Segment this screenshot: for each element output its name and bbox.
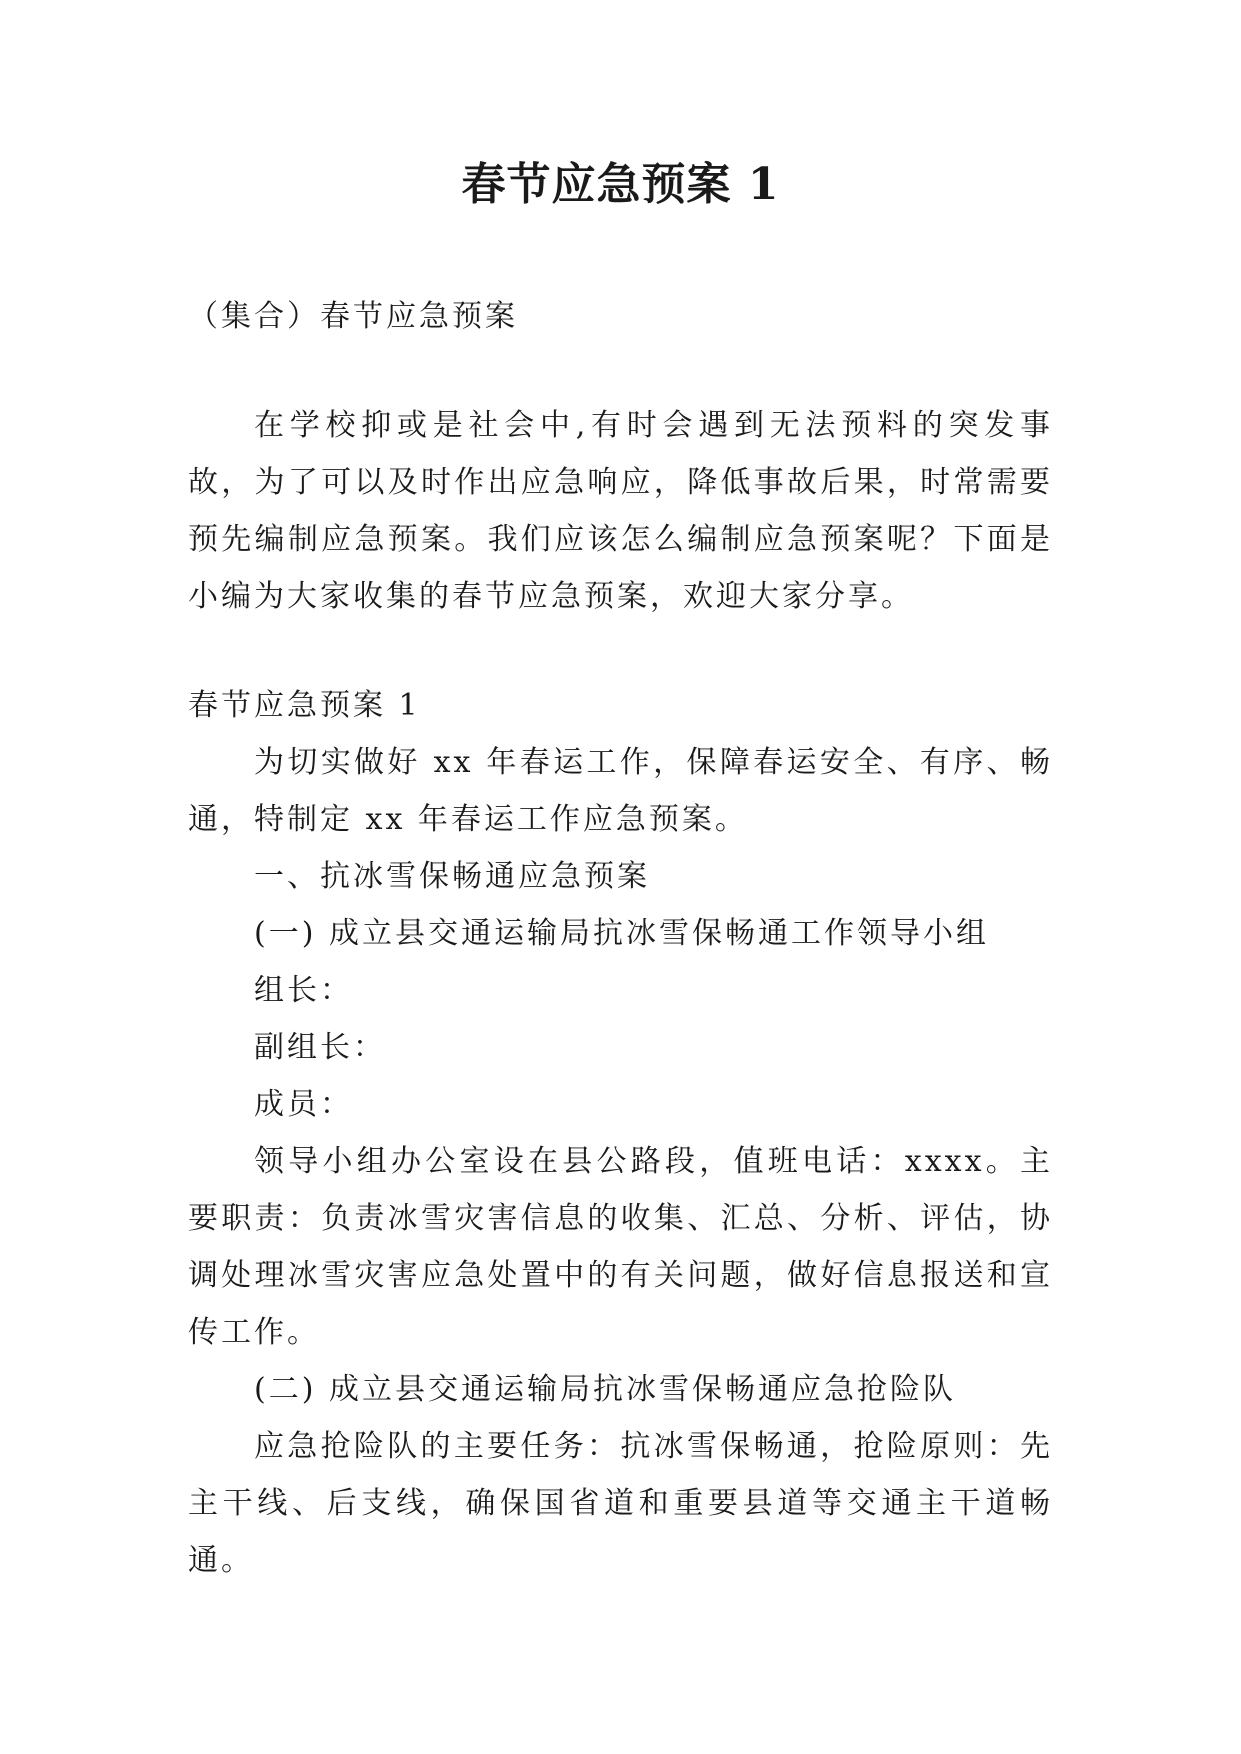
- heading-plan-one: 一、抗冰雪保畅通应急预案: [254, 859, 650, 894]
- paragraph-purpose: 为切实做好 xx 年春运工作，保障春运安全、有序、畅通，特制定 xx 年春运工作应急预案。: [188, 745, 1053, 837]
- document-title: 春节应急预案 1: [461, 159, 780, 210]
- intro-paragraph: 在学校抑或是社会中,有时会遇到无法预料的突发事故，为了可以及时作出应急响应，降低事故后果，时常需要预先编制应急预案。我们应该怎么编制应急预案呢？下面是小编为大家收集的春节应急预案，欢迎大家分享。: [188, 408, 1053, 614]
- field-group-leader: 组长：: [254, 973, 353, 1008]
- field-members: 成员：: [254, 1087, 353, 1122]
- section-heading: 春节应急预案 1: [188, 688, 421, 723]
- heading-rescue-team: (二) 成立县交通运输局抗冰雪保畅通应急抢险队: [254, 1372, 956, 1407]
- heading-leadership-group: (一) 成立县交通运输局抗冰雪保畅通工作领导小组: [254, 916, 989, 951]
- document-subtitle: （集合）春节应急预案: [188, 299, 518, 334]
- paragraph-office-duties: 领导小组办公室设在县公路段，值班电话：xxxx。主要职责：负责冰雪灾害信息的收集、汇总、分析、评估，协调处理冰雪灾害应急处置中的有关问题，做好信息报送和宣传工作。: [188, 1144, 1053, 1350]
- document-body: [188, 288, 1053, 1589]
- paragraph-rescue-tasks: 应急抢险队的主要任务：抗冰雪保畅通，抢险原则：先主干线、后支线，确保国省道和重要县道等交通主干道畅通。: [188, 1429, 1053, 1578]
- field-deputy-leader: 副组长：: [254, 1030, 386, 1065]
